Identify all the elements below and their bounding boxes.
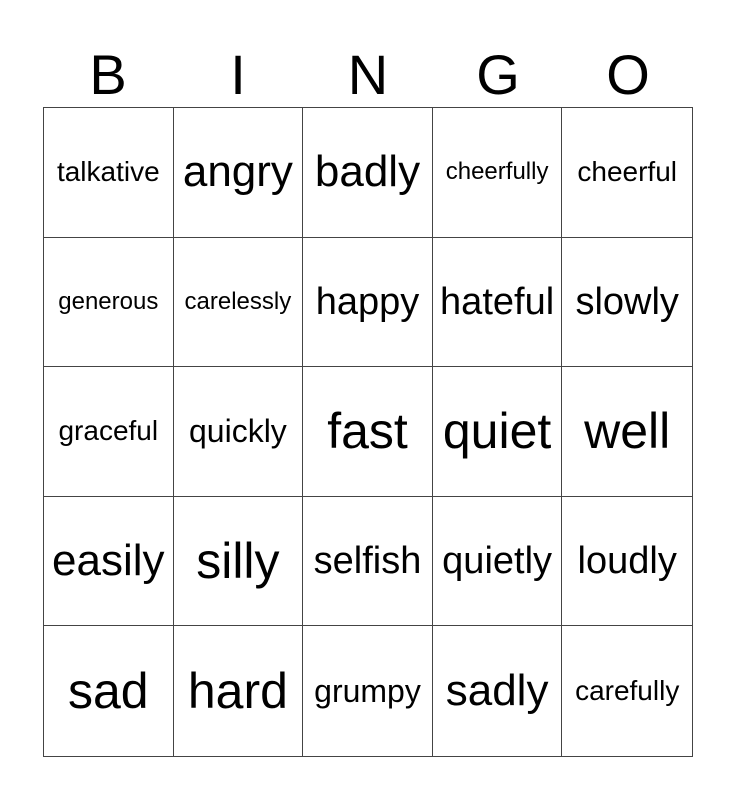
bingo-cell[interactable]: sadly [433,626,563,756]
bingo-cell[interactable]: fast [303,367,433,497]
bingo-header [43,42,693,108]
header-letter-b: B [89,43,127,106]
bingo-cell[interactable]: badly [303,108,433,238]
bingo-cell[interactable]: happy [303,238,433,368]
header-letter-i: I [230,43,246,106]
header-letter-n: N [347,43,389,106]
bingo-cell[interactable]: easily [44,497,174,627]
bingo-cell[interactable]: talkative [44,108,174,238]
bingo-cell[interactable]: loudly [562,497,692,627]
bingo-cell[interactable]: cheerful [562,108,692,238]
header-letter-o: O [606,43,650,106]
bingo-cell[interactable]: sad [44,626,174,756]
bingo-cell[interactable]: selfish [303,497,433,627]
bingo-cell[interactable]: cheerfully [433,108,563,238]
bingo-cell[interactable]: angry [174,108,304,238]
bingo-cell[interactable]: generous [44,238,174,368]
bingo-cell[interactable]: carelessly [174,238,304,368]
bingo-cell[interactable]: slowly [562,238,692,368]
bingo-cell[interactable]: grumpy [303,626,433,756]
bingo-cell[interactable]: quickly [174,367,304,497]
bingo-cell[interactable]: hard [174,626,304,756]
bingo-card [43,107,693,757]
bingo-cell[interactable]: hateful [433,238,563,368]
bingo-cell[interactable]: quiet [433,367,563,497]
bingo-cell[interactable]: silly [174,497,304,627]
header-letter-g: G [476,43,520,106]
bingo-cell[interactable]: graceful [44,367,174,497]
bingo-cell[interactable]: carefully [575,675,680,707]
bingo-cell[interactable]: well [562,367,692,497]
bingo-cell[interactable]: quietly [433,497,563,627]
